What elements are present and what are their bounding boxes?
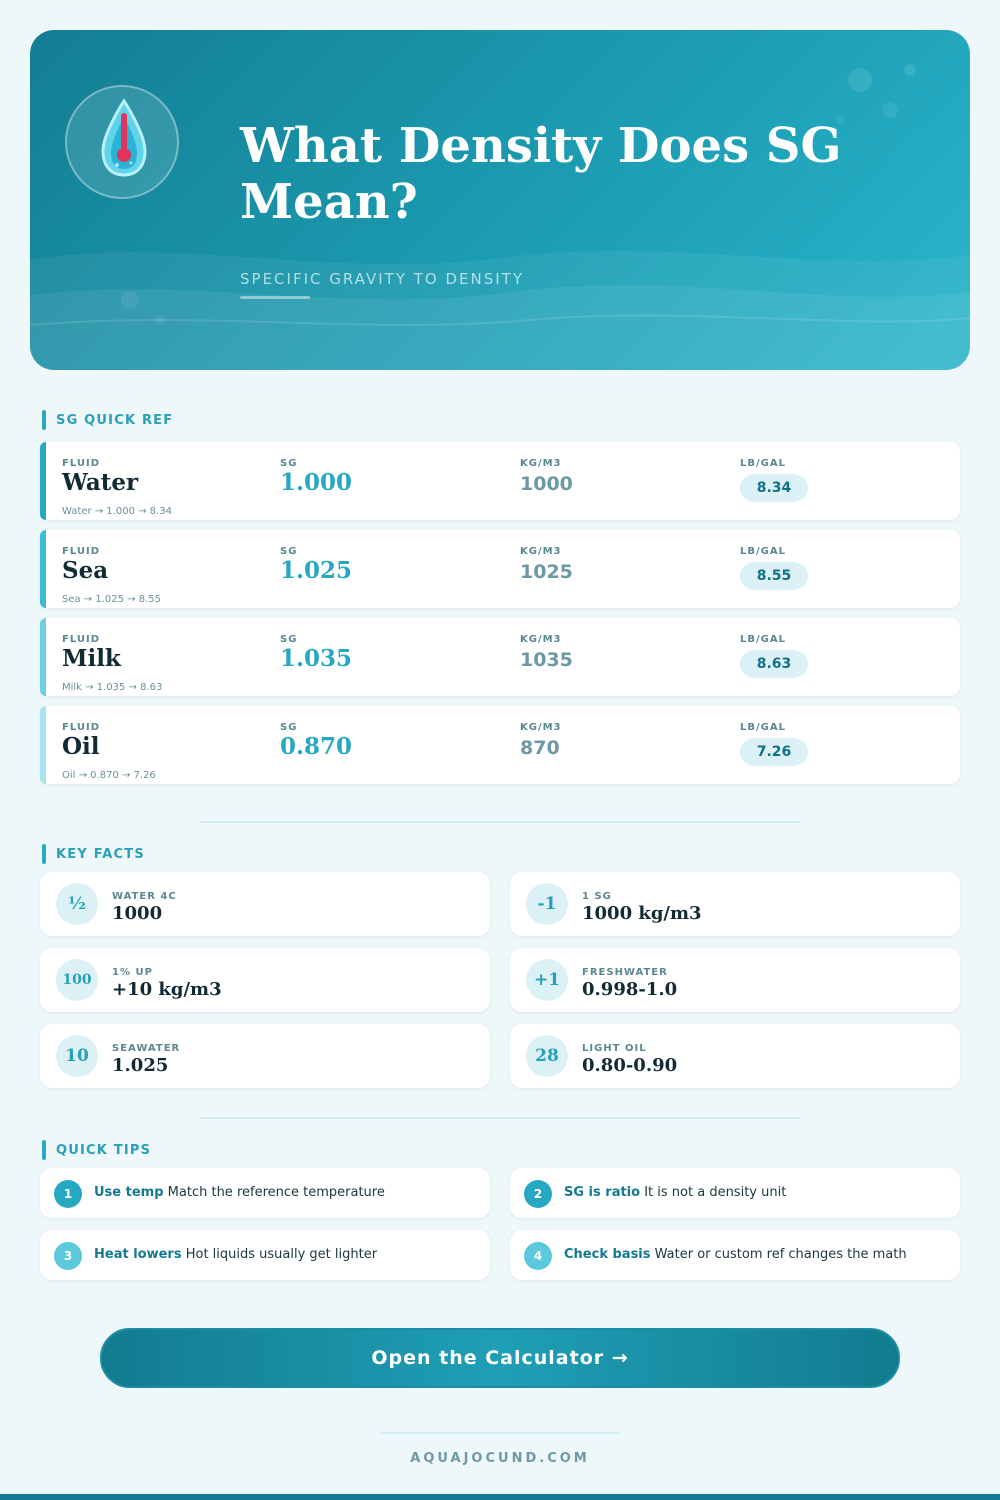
fact-badge: 100 — [56, 959, 98, 1001]
tip-title: Use temp — [94, 1185, 164, 1200]
fact-label: WATER 4C — [112, 891, 177, 902]
fluid-name: Milk — [62, 645, 121, 672]
tip-number: 1 — [54, 1180, 82, 1208]
section-title: KEY FACTS — [56, 846, 145, 862]
lb-gal-badge: 8.34 — [740, 474, 808, 502]
lb-column-label: LB/GAL — [740, 722, 786, 733]
footer-site-link[interactable]: AQUAJOCUND.COM — [410, 1451, 590, 1466]
page-title: What Density Does SG Mean? — [240, 118, 842, 230]
sg-column-label: SG — [280, 458, 298, 469]
page-subtitle: SPECIFIC GRAVITY TO DENSITY — [240, 270, 525, 288]
section-divider — [200, 821, 800, 823]
fact-card — [510, 872, 960, 936]
section-header-key-facts — [42, 844, 145, 864]
fact-label: 1% UP — [112, 967, 153, 978]
hero-banner — [30, 30, 970, 370]
fact-card — [40, 948, 490, 1012]
section-title: SG QUICK REF — [56, 412, 174, 428]
sg-value: 1.035 — [280, 645, 353, 672]
tip-description: Hot liquids usually get lighter — [185, 1247, 378, 1262]
fact-label: SEAWATER — [112, 1043, 181, 1054]
kg-value: 870 — [520, 737, 560, 759]
section-title: QUICK TIPS — [56, 1142, 152, 1158]
fact-card — [510, 948, 960, 1012]
fluid-row — [40, 618, 960, 696]
tip-card — [40, 1230, 490, 1280]
sg-column-label: SG — [280, 546, 298, 557]
row-accent-bar — [40, 618, 46, 696]
fact-value: 1.025 — [112, 1055, 169, 1076]
fact-label: LIGHT OIL — [582, 1043, 647, 1054]
kg-column-label: KG/M3 — [520, 634, 562, 645]
sg-column-label: SG — [280, 634, 298, 645]
fact-badge: ½ — [56, 883, 98, 925]
sg-value: 1.000 — [280, 469, 353, 496]
lb-gal-badge: 8.63 — [740, 650, 808, 678]
fluid-row — [40, 442, 960, 520]
fluid-name: Sea — [62, 557, 109, 584]
fact-badge: +1 — [526, 959, 568, 1001]
fact-value: 0.80-0.90 — [582, 1055, 678, 1076]
tip-description: Water or custom ref changes the math — [654, 1247, 907, 1262]
section-header-quick-tips — [42, 1140, 151, 1160]
tip-number: 3 — [54, 1242, 82, 1270]
fluid-row — [40, 706, 960, 784]
section-header-quick-ref — [42, 410, 173, 430]
kg-column-label: KG/M3 — [520, 722, 562, 733]
row-accent-bar — [40, 442, 46, 520]
fluid-column-label: FLUID — [62, 634, 100, 645]
row-summary: Milk → 1.035 → 8.63 — [62, 682, 163, 693]
tip-title: Check basis — [564, 1247, 651, 1262]
fluid-column-label: FLUID — [62, 722, 100, 733]
fact-label: 1 SG — [582, 891, 612, 902]
row-accent-bar — [40, 706, 46, 784]
fluid-name: Water — [62, 469, 139, 496]
tip-title: Heat lowers — [94, 1247, 182, 1262]
fact-value: 0.998-1.0 — [582, 979, 678, 1000]
tip-card — [510, 1168, 960, 1218]
fluid-column-label: FLUID — [62, 546, 100, 557]
tip-description: Match the reference temperature — [167, 1185, 385, 1200]
fluid-row — [40, 530, 960, 608]
fluid-column-label: FLUID — [62, 458, 100, 469]
tip-description: It is not a density unit — [644, 1185, 787, 1200]
tip-title: SG is ratio — [564, 1185, 641, 1200]
row-summary: Water → 1.000 → 8.34 — [62, 506, 172, 517]
fact-label: FRESHWATER — [582, 967, 668, 978]
lb-gal-badge: 8.55 — [740, 562, 808, 590]
sg-value: 1.025 — [280, 557, 353, 584]
lb-column-label: LB/GAL — [740, 458, 786, 469]
bottom-accent-bar — [0, 1494, 1000, 1500]
tip-text — [94, 1185, 385, 1200]
row-accent-bar — [40, 530, 46, 608]
fact-value: 1000 kg/m3 — [582, 903, 702, 924]
tip-card — [510, 1230, 960, 1280]
subtitle-underline — [240, 296, 310, 299]
tip-text — [564, 1185, 786, 1200]
tip-card — [40, 1168, 490, 1218]
kg-value: 1035 — [520, 649, 573, 671]
tip-number: 2 — [524, 1180, 552, 1208]
fact-badge: -1 — [526, 883, 568, 925]
row-summary: Oil → 0.870 → 7.26 — [62, 770, 156, 781]
kg-value: 1000 — [520, 473, 573, 495]
fact-card — [40, 1024, 490, 1088]
lb-column-label: LB/GAL — [740, 546, 786, 557]
tip-text — [564, 1247, 907, 1262]
section-divider — [200, 1117, 800, 1119]
footer-divider — [380, 1432, 620, 1434]
row-summary: Sea → 1.025 → 8.55 — [62, 594, 161, 605]
kg-value: 1025 — [520, 561, 573, 583]
sg-column-label: SG — [280, 722, 298, 733]
kg-column-label: KG/M3 — [520, 458, 562, 469]
fact-card — [510, 1024, 960, 1088]
hydrometer-drop-icon — [65, 85, 179, 199]
fluid-name: Oil — [62, 733, 100, 760]
lb-gal-badge: 7.26 — [740, 738, 808, 766]
tip-number: 4 — [524, 1242, 552, 1270]
fact-card — [40, 872, 490, 936]
sg-value: 0.870 — [280, 733, 353, 760]
lb-column-label: LB/GAL — [740, 634, 786, 645]
fact-value: +10 kg/m3 — [112, 979, 222, 1000]
tip-text — [94, 1247, 377, 1262]
open-calculator-button[interactable]: Open the Calculator → — [100, 1328, 900, 1388]
fact-badge: 10 — [56, 1035, 98, 1077]
fact-value: 1000 — [112, 903, 163, 924]
kg-column-label: KG/M3 — [520, 546, 562, 557]
fact-badge: 28 — [526, 1035, 568, 1077]
